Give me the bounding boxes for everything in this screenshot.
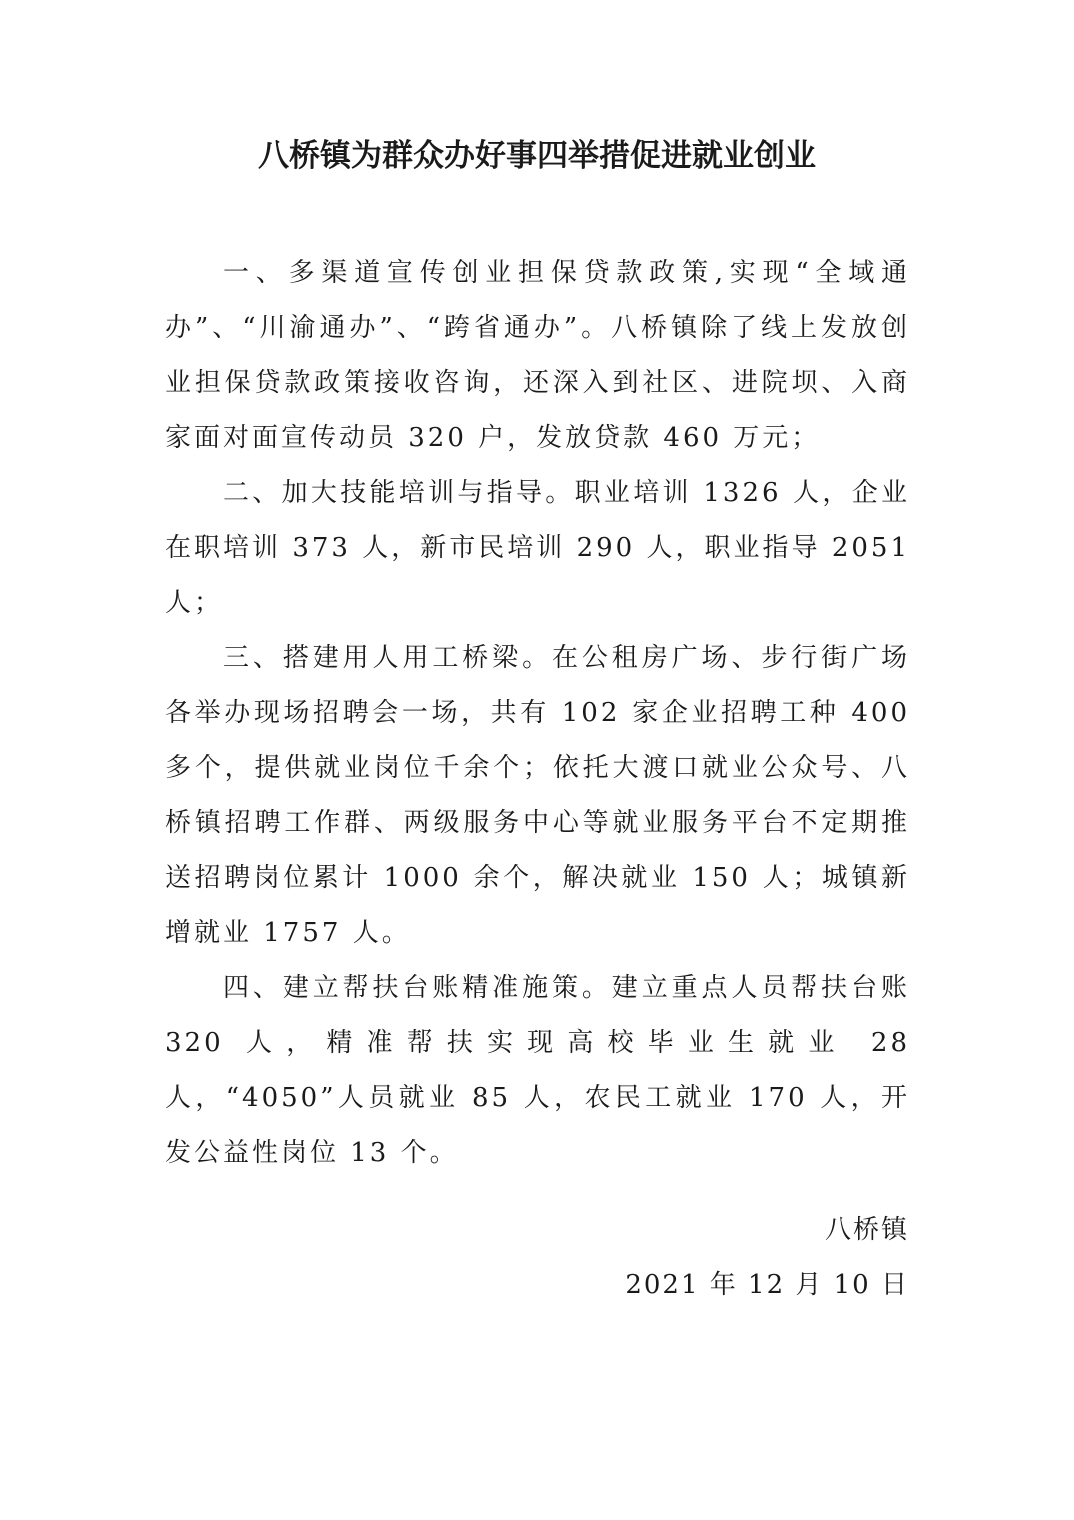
- paragraph-3: 三、搭建用人用工桥梁。在公租房广场、步行街广场各举办现场招聘会一场，共有 102 家企业招聘工种 400 多个，提供就业岗位千余个；依托大渡口就业公众号、八桥镇招聘工作群、两级服务中心等就业服务平台不定期推送招聘岗位累计 1000 余个，解决就业 150 人；城镇新增就业 1757 人。: [165, 643, 910, 948]
- signature-organization: 八桥镇: [824, 1215, 909, 1245]
- document-body: [165, 246, 910, 1181]
- paragraph-4: 四、建立帮扶台账精准施策。建立重点人员帮扶台账 320 人，精准帮扶实现高校毕业生就业 28 人，“4050”人员就业 85 人，农民工就业 170 人，开发公益性岗位 13 个。: [165, 973, 910, 1168]
- signature-block: [509, 1203, 909, 1313]
- paragraph-1: 一、多渠道宣传创业担保贷款政策,实现“全域通办”、“川渝通办”、“跨省通办”。八桥镇除了线上发放创业担保贷款政策接收咨询，还深入到社区、进院坝、入商家面对面宣传动员 320 户，发放贷款 460 万元；: [165, 258, 910, 453]
- document-title: 八桥镇为群众办好事四举措促进就业创业: [258, 138, 816, 174]
- signature-date: 2021 年 12 月 10 日: [625, 1270, 909, 1300]
- paragraph-2: 二、加大技能培训与指导。职业培训 1326 人，企业在职培训 373 人，新市民培训 290 人，职业指导 2051 人；: [165, 478, 910, 618]
